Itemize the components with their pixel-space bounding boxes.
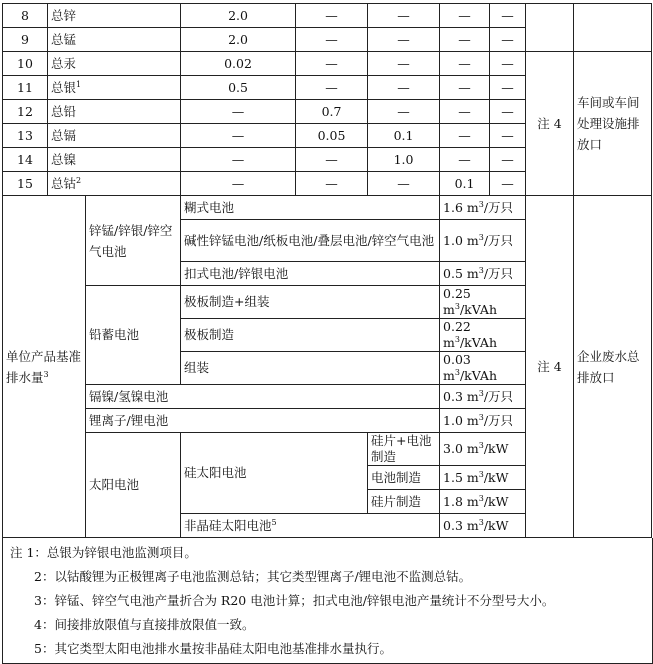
value-cell: 1.5 $m^3/kW$ (440, 466, 526, 490)
note-5: 5：其它类型太阳电池排水量按非晶硅太阳电池基准排水量执行。 (34, 641, 392, 656)
group-silicon: 硅太阳电池 (181, 433, 368, 514)
value-assembly: 0.03 $m^3$/kVAh (440, 352, 526, 385)
note-1: 注 1：总银为锌银电池监测项目。 (10, 545, 197, 560)
item-assembly: 组装 (181, 352, 440, 385)
value-liion: 1.0 $m^3/$万只 (440, 409, 526, 433)
value-button: 0.5 $m^3/$万只 (440, 262, 526, 286)
unit-discharge-title: 单位产品基准排水量$^3$ (3, 196, 86, 538)
limit-value: 0.7 (296, 100, 368, 124)
limit-value: — (368, 4, 440, 28)
standards-table-page (2, 3, 651, 664)
table-row (3, 52, 652, 76)
limit-value: — (368, 172, 440, 196)
item-paste: 糊式电池 (181, 196, 440, 220)
limit-value: — (440, 148, 490, 172)
limit-value: — (440, 52, 490, 76)
item-plate: 极板制造 (181, 319, 440, 352)
item-wafer-cell: 硅片+电池制造 (368, 433, 440, 466)
note-3: 3：锌锰、锌空气电池产量折合为 R20 电池计算；扣式电池/锌银电池产量统计不分型号大小。 (34, 593, 555, 608)
group-zinc: 锌锰/锌银/锌空气电池 (86, 196, 181, 286)
limit-value: 2.0 (181, 4, 296, 28)
note-cell-empty (526, 4, 574, 52)
limit-value: — (440, 28, 490, 52)
pollutant-name: 总汞 (48, 52, 181, 76)
row-number: 15 (3, 172, 48, 196)
limit-value: 0.1 (440, 172, 490, 196)
limit-value: 0.5 (181, 76, 296, 100)
limit-value: — (490, 52, 526, 76)
group-amorphous: 非晶硅太阳电池$^5$ (181, 514, 440, 538)
limit-value: — (368, 28, 440, 52)
limit-value: — (181, 172, 296, 196)
row-number: 8 (3, 4, 48, 28)
limit-value: — (490, 4, 526, 28)
limit-value: — (368, 52, 440, 76)
limit-value: — (181, 100, 296, 124)
limit-value: — (296, 172, 368, 196)
limit-value: — (181, 124, 296, 148)
item-alkaline: 碱性锌锰电池/纸板电池/叠层电池/锌空气电池 (181, 220, 440, 262)
value-plate: 0.22 $m^3$/kVAh (440, 319, 526, 352)
limit-value: 2.0 (181, 28, 296, 52)
monitor-point-total: 企业废水总排放口 (574, 196, 652, 538)
row-number: 10 (3, 52, 48, 76)
group-nimh: 镉镍/氢镍电池 (86, 385, 440, 409)
limit-value: — (490, 124, 526, 148)
limit-value: — (181, 148, 296, 172)
limit-value: — (440, 124, 490, 148)
limit-value: — (490, 100, 526, 124)
value-amorphous: 0.3 $m^3/kW$ (440, 514, 526, 538)
limit-value: — (296, 28, 368, 52)
limit-value: — (490, 172, 526, 196)
value-wafer: 1.8 $m^3/kW$ (440, 490, 526, 514)
row-number: 9 (3, 28, 48, 52)
table-notes (2, 538, 653, 664)
note-4-ref: 注 4 (526, 52, 574, 196)
item-wafer: 硅片制造 (368, 490, 440, 514)
item-cell: 电池制造 (368, 466, 440, 490)
limit-value: — (296, 148, 368, 172)
row-number: 13 (3, 124, 48, 148)
item-button: 扣式电池/锌银电池 (181, 262, 440, 286)
row-number: 14 (3, 148, 48, 172)
value-nimh: 0.3 $m^3/$万只 (440, 385, 526, 409)
limit-value: — (490, 28, 526, 52)
limit-value: — (296, 76, 368, 100)
group-lead: 铅蓄电池 (86, 286, 181, 385)
note-4: 4：间接排放限值与直接排放限值一致。 (34, 617, 255, 632)
table-row (3, 196, 652, 220)
value-plate-assembly: 0.25 $m^3$/kVAh (440, 286, 526, 319)
value-wafer-cell: 3.0 $m^3/kW$ (440, 433, 526, 466)
limit-value: 1.0 (368, 148, 440, 172)
limit-value: — (490, 76, 526, 100)
row-number: 12 (3, 100, 48, 124)
pollutant-name: 总锰 (48, 28, 181, 52)
limit-value: — (440, 4, 490, 28)
note-4-ref-unit: 注 4 (526, 196, 574, 538)
limit-value: — (296, 52, 368, 76)
limit-value: — (440, 100, 490, 124)
row-number: 11 (3, 76, 48, 100)
limit-value: 0.1 (368, 124, 440, 148)
limit-value: — (296, 4, 368, 28)
limit-value: — (440, 76, 490, 100)
limit-value: 0.05 (296, 124, 368, 148)
limit-value: — (368, 76, 440, 100)
pollutant-name: 总银$^1$ (48, 76, 181, 100)
monitor-cell-empty (574, 4, 652, 52)
item-plate-assembly: 极板制造+组装 (181, 286, 440, 319)
pollutant-name: 总锌 (48, 4, 181, 28)
pollutant-limits-table (2, 3, 652, 538)
table-row (3, 4, 652, 28)
monitor-point-workshop: 车间或车间处理设施排放口 (574, 52, 652, 196)
group-liion: 锂离子/锂电池 (86, 409, 440, 433)
pollutant-name: 总镉 (48, 124, 181, 148)
note-2: 2：以钴酸锂为正极锂离子电池监测总钴；其它类型锂离子/锂电池不监测总钴。 (34, 569, 472, 584)
value-paste: 1.6 $m^3/$万只 (440, 196, 526, 220)
limit-value: 0.02 (181, 52, 296, 76)
limit-value: — (490, 148, 526, 172)
value-alkaline: 1.0 $m^3/$万只 (440, 220, 526, 262)
limit-value: — (368, 100, 440, 124)
pollutant-name: 总镍 (48, 148, 181, 172)
pollutant-name: 总铅 (48, 100, 181, 124)
group-solar: 太阳电池 (86, 433, 181, 538)
pollutant-name: 总钴$^2$ (48, 172, 181, 196)
